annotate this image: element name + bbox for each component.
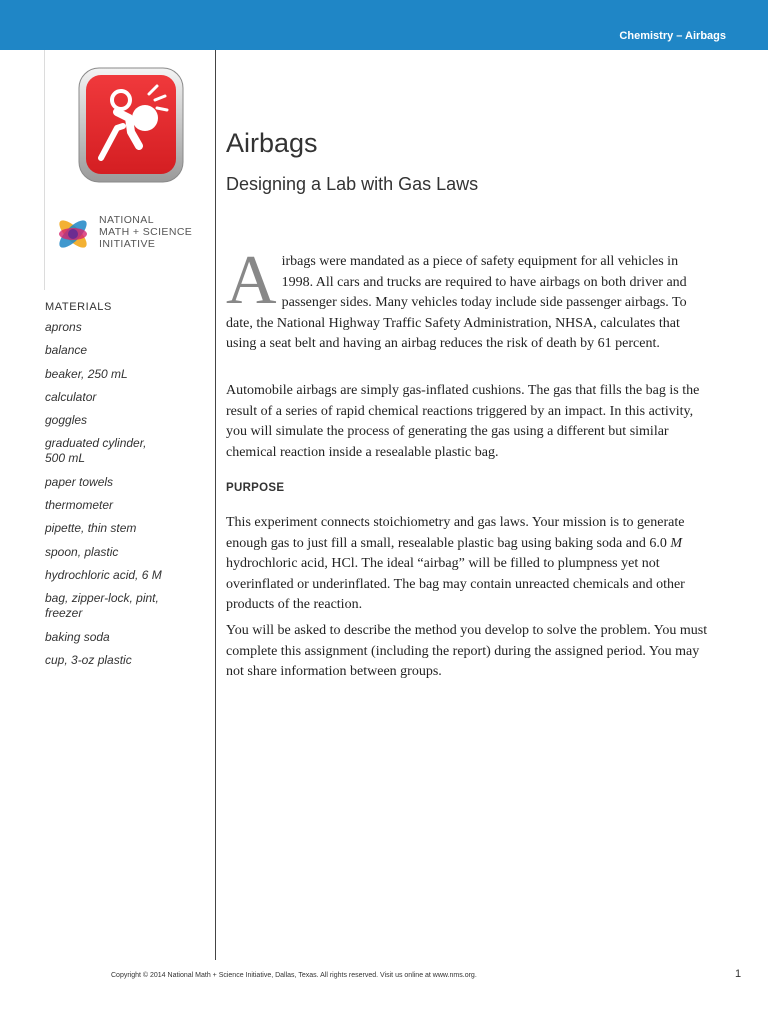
drop-cap: A xyxy=(226,242,277,319)
list-item: thermometer xyxy=(45,498,114,513)
list-item: aprons xyxy=(45,320,82,334)
header-bar xyxy=(0,0,768,50)
copyright-footer: Copyright © 2014 National Math + Science Initiative, Dallas, Texas. All rights reserved. Visit us online at www.nms.org. xyxy=(111,972,477,979)
list-item: goggles xyxy=(45,413,88,428)
materials-heading: MATERIALS xyxy=(45,301,112,313)
org-name: NATIONAL MATH + SCIENCE INITIATIVE xyxy=(99,214,193,250)
list-item: graduated cylinder, 500 mL xyxy=(45,436,147,466)
intro-paragraph: Airbags were mandated as a piece of safety equipment for all vehicles in 1998. All cars and trucks are required to have airbags on both driver and passenger sides. Many vehicles today include side passenger airbags. To date, the National Highway Traffic Safety Administration, NHSA, calculates that using a seat belt and having an airbag reduces the risk of death by 61 percent. xyxy=(226,242,687,351)
list-item: hydrochloric acid, 6 M xyxy=(45,567,162,582)
purpose-paragraph: This experiment connects stoichiometry and gas laws. Your mission is to generate enough gas to just fill a small, resealable plastic bag using baking soda and 6.0 M hydrochloric acid, HCl. The ideal “airbag” will be filled to plumpness yet not overinflated or underinflated. The bag may contain unreacted chemicals and other products of the reaction. xyxy=(226,515,685,612)
airbag-warning-icon xyxy=(77,66,185,184)
list-item: paper towels xyxy=(45,474,114,489)
page-number: 1 xyxy=(735,968,742,980)
list-item: pipette, thin stem xyxy=(45,521,137,536)
list-item: balance xyxy=(45,343,88,358)
list-item: baking soda xyxy=(45,629,110,644)
method-paragraph: You will be asked to describe the method you develop to solve the problem. You must complete this assignment (including the report) during the assigned period. You may not share information between groups. xyxy=(226,623,708,679)
list-item: calculator xyxy=(45,389,97,404)
airbag-paragraph: Automobile airbags are simply gas-inflated cushions. The gas that fills the bag is the result of a series of rapid chemical reactions triggered by an impact. In this activity, you will simulate the process of generating the gas using a different but similar chemical reaction inside a resealable plastic bag. xyxy=(226,383,700,460)
purpose-heading: PURPOSE xyxy=(226,482,285,494)
materials-list xyxy=(45,320,210,676)
list-item: cup, 3-oz plastic xyxy=(45,652,132,667)
list-item: beaker, 250 mL xyxy=(45,366,128,381)
section-title: Chemistry – Airbags xyxy=(619,30,726,42)
list-item: bag, zipper-lock, pint, freezer xyxy=(45,591,159,621)
list-item: spoon, plastic xyxy=(45,544,119,559)
page-subtitle: Designing a Lab with Gas Laws xyxy=(226,174,479,194)
page-title: Airbags xyxy=(226,128,318,158)
